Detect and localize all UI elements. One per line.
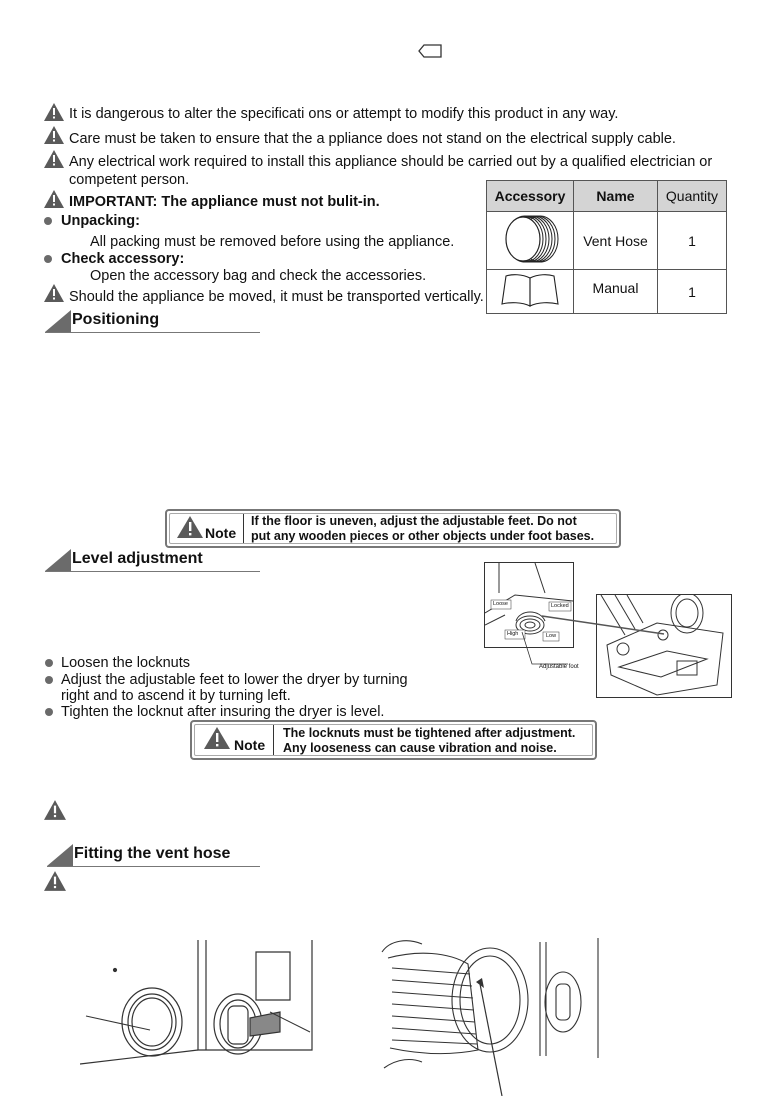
section-positioning xyxy=(45,310,260,332)
vent-hose-name: Vent Hose xyxy=(574,212,658,270)
warning-icon xyxy=(177,516,203,538)
note-text-line1: The locknuts must be tightened after adjustment. xyxy=(283,726,576,740)
table-header-name: Name xyxy=(574,181,658,212)
note-text-line1: If the floor is uneven, adjust the adjustable feet. Do not xyxy=(251,514,577,528)
foot-label-loose: Loose xyxy=(493,601,508,607)
check-accessory-text: Open the accessory bag and check the accessories. xyxy=(90,268,427,284)
unpacking-text: All packing must be removed before using the appliance. xyxy=(90,234,455,250)
note-separator xyxy=(273,725,274,755)
level-step-adjust: Adjust the adjustable feet to lower the dryer by turning xyxy=(61,672,408,688)
note-label: Note xyxy=(234,737,266,753)
important-text: IMPORTANT: The appliance must not bulit-in. xyxy=(69,194,380,210)
warning-text-modify: It is dangerous to alter the specificati ons or attempt to modify this product in any way. xyxy=(69,106,619,122)
section-marker-icon xyxy=(47,844,73,866)
section-vent-hose xyxy=(47,844,260,866)
vent-hose-image xyxy=(487,212,574,270)
note-text-line2: Any looseness can cause vibration and noise. xyxy=(283,741,557,755)
page-tab-outline xyxy=(418,44,442,58)
warning-icon xyxy=(44,800,66,820)
table-row xyxy=(487,270,727,314)
section-marker-icon xyxy=(45,549,71,571)
foot-label-locked: Locked xyxy=(551,603,569,609)
accessory-table xyxy=(486,180,727,314)
manual-image xyxy=(487,270,574,314)
section-level-adjustment xyxy=(45,549,260,571)
section-rule xyxy=(45,571,260,572)
warning-icon xyxy=(44,126,64,144)
foot-label-low: Low xyxy=(546,633,557,639)
vent-hose-qty: 1 xyxy=(658,212,727,270)
foot-label-high: High xyxy=(507,631,519,637)
warning-icon xyxy=(44,190,64,208)
section-title: Fitting the vent hose xyxy=(74,845,231,862)
section-title: Level adjustment xyxy=(72,550,203,567)
warning-icon xyxy=(44,871,66,891)
vent-hose-icon xyxy=(495,212,565,266)
warning-icon xyxy=(44,284,64,302)
section-title: Positioning xyxy=(72,311,160,328)
note-label: Note xyxy=(205,525,237,541)
section-rule xyxy=(45,332,260,333)
warning-text-electrical-cont: competent person. xyxy=(69,172,190,188)
bullet xyxy=(44,217,52,225)
warning-icon xyxy=(44,150,64,168)
level-step-tighten: Tighten the locknut after insuring the dryer is level. xyxy=(61,704,385,720)
foot-caption: Adjustable foot xyxy=(539,664,579,670)
bullet xyxy=(45,708,53,716)
manual-book-icon xyxy=(498,272,562,308)
note-box-floor xyxy=(165,509,621,548)
bullet xyxy=(45,659,53,667)
check-accessory-title: Check accessory: xyxy=(61,251,185,267)
figure-connector xyxy=(540,610,670,640)
unpacking-title: Unpacking: xyxy=(61,213,140,229)
bullet xyxy=(45,676,53,684)
warning-text-cable: Care must be taken to ensure that the a ppliance does not stand on the electrical supply cable. xyxy=(69,131,676,147)
section-rule xyxy=(47,866,260,867)
manual-name: Manual xyxy=(574,270,658,314)
warning-text-electrical: Any electrical work required to install this appliance should be carried out by a qualified electrician or xyxy=(69,154,713,170)
note-separator xyxy=(243,514,244,543)
note-box-locknuts xyxy=(190,720,597,760)
manual-qty: 1 xyxy=(658,270,727,314)
warning-icon xyxy=(44,103,64,121)
table-header-accessory: Accessory xyxy=(487,181,574,212)
level-step-adjust-cont: right and to ascend it by turning left. xyxy=(61,688,291,704)
warning-icon xyxy=(204,727,230,749)
dryer-rear-vent-figure xyxy=(80,940,320,1090)
table-header-quantity: Quantity xyxy=(658,181,727,212)
warning-text-transport: Should the appliance be moved, it must be transported vertically. xyxy=(69,289,484,305)
vent-hose-fitting-figure xyxy=(378,938,600,1096)
note-text-line2: put any wooden pieces or other objects under foot bases. xyxy=(251,529,595,543)
section-marker-icon xyxy=(45,310,71,332)
bullet xyxy=(44,255,52,263)
level-step-loosen: Loosen the locknuts xyxy=(61,655,190,671)
table-row xyxy=(487,212,727,270)
